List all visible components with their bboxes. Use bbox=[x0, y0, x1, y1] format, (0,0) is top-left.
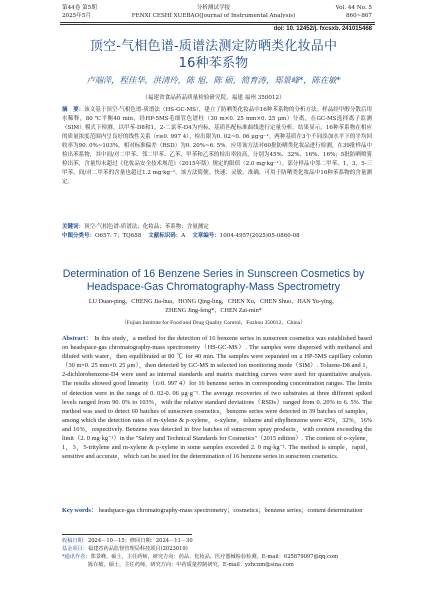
keywords-zh-label: 关键词： bbox=[62, 224, 85, 230]
footnote-rule bbox=[62, 534, 192, 535]
title-en-line1: Determination of 16 Benzene Series in Sunscreen Cosmetics by bbox=[62, 268, 365, 280]
classification-line bbox=[62, 232, 372, 241]
keywords-en-label: Key words： bbox=[62, 507, 98, 514]
keywords-en-text: headspace-gas chromatography-mass spectrometry；cosmetics；benzene series；content determination bbox=[98, 507, 363, 514]
keywords-en bbox=[62, 506, 372, 515]
clc-label: 中图分类号： bbox=[62, 233, 96, 239]
fund-value: 福建省药品监督管理局科技项目(2023019) bbox=[87, 546, 188, 552]
title-en bbox=[0, 268, 427, 294]
keywords-zh bbox=[62, 223, 372, 232]
keywords-zh-text: 顶空-气相色谱-质谱法；化妆品；苯系物；含量测定 bbox=[84, 224, 209, 230]
title-zh bbox=[0, 38, 427, 72]
journal-name-en: FENXI CESHI XUEBAO(Journal of Instrumental Analysis) bbox=[131, 13, 296, 19]
received-value: 2024－10－15；修回日期：2024－11－30 bbox=[87, 538, 193, 544]
title-zh-line2: 16种苯系物 bbox=[178, 56, 249, 71]
abstract-en bbox=[62, 334, 372, 461]
abstract-en-text: In this study，a method for the detection of 16 benzene series in sunscreen cosmetics was established based on headspace-gas chromatography-mass spectrometry（HS-GC-MS）. The samples were dispersed with methanol and diluted with water，then equilibrated at 80 ℃ for 40 min. The samples were separated on a HP-5MS capillary column（30 m×0. 25 mm×0. 25 μm），then detected by GC-MS in selected ion monitoring mode（SIM）. Toluene-D8 and 1，2-dichlorobenzene-D4 were used as internal standards and matrix matching curves were used for quantitative analysis. The results showed good linearity（r≥0. 997 4）for 16 benzene series in corresponding concentration ranges. The limits of detection were in the range of 0. 02-0. 06 μg·g⁻¹. The average recoveries of two substrates at three different spiked levels ranged from 90. 0% to 103%，with the relative standard deviations（RSDs）ranged from 0. 20% to 6. 5%. The method was used to detect 60 batches of sunscreen cosmetics，benzene series were detected in 39 batches of samples，among which the detection rates of m-xylene & p-xylene，o-xylene，toluene and ethylbenzene were 45%，32%，16% and 16%，respectively. Benzene was detected in five batches of sunscreen spray products，with content exceeding the limit（2. 0 mg·kg⁻¹）in the "Safety and Technical Standards for Cosmetics"（2015 edition）. The content of o-xylene，1，3，5-tritylene and m-xylene & p-xylene in some samples exceeded 2. 0 mg·kg⁻¹. The method is simple，rapid，sensitive and accurate，which can be used for the determination of 16 benzene series in sunscreen cosmetics. bbox=[62, 335, 372, 461]
footnote-fund bbox=[62, 545, 372, 553]
footnote bbox=[62, 537, 372, 569]
header-rule-thin bbox=[60, 24, 375, 25]
header-right bbox=[336, 4, 372, 20]
volume-issue-zh: 第44卷 第5期 bbox=[62, 5, 97, 11]
footnote-author2 bbox=[62, 561, 372, 569]
title-en-line2: Headspace-Gas Chromatography-Mass Spectrometry bbox=[86, 281, 341, 293]
corresponding-author1: 郑景峰，硕士，主任药师，研究方向：药品、化妆品、医疗器械检验检测，E-mail：625879097@qq.com bbox=[90, 554, 339, 560]
footnote-received bbox=[62, 537, 372, 545]
affiliation-zh: （福建省食品药品质量检验研究院，福建 福州 350012） bbox=[142, 95, 285, 101]
doc-code-label: 文献标识码： bbox=[148, 233, 182, 239]
page-range: 860~867 bbox=[345, 13, 372, 19]
journal-name-zh: 分析测试学报 bbox=[196, 5, 231, 11]
abstract-zh-label: 摘 要： bbox=[62, 107, 85, 113]
doi[interactable]: doi: 10. 12452/j. fxcsxb. 241015468 bbox=[273, 26, 372, 32]
authors-en-line1: LU Duan-ping，CHENG Jia-hua，HONG Qing-ling，CHEN Xu，CHEN Shuo，JIAN Yu-ying， bbox=[88, 298, 339, 305]
affiliation-en: （Fujian Institute for Food and Drug Quality Control，Fuzhou 350012，China） bbox=[121, 320, 306, 326]
date-zh: 2025年5月 bbox=[62, 13, 91, 19]
authors-zh: 卢端萍，程佳华，洪清玲，陈 旭，陈 硕，简育涛，郑景峰*，陈在敏* bbox=[86, 75, 341, 85]
clc-value: O657. 7；TQ658 bbox=[95, 233, 142, 239]
header-rule bbox=[60, 22, 375, 23]
meta-zh bbox=[62, 223, 372, 241]
authors-en bbox=[40, 298, 387, 315]
fund-label: 基金项目： bbox=[62, 546, 88, 552]
received-label: 收稿日期： bbox=[62, 538, 88, 544]
abstract-zh bbox=[62, 106, 372, 187]
article-no-label: 文章编号： bbox=[192, 233, 220, 239]
footnote-author1 bbox=[62, 553, 372, 561]
abstract-zh-text: 该文基于顶空-气相色谱-质谱法（HS-GC-MS），建立了防晒类化妆品中16种苯系物的分析方法。样品经甲醇分散后用水稀释，80 ℃平衡40 min，经HP-5MS毛细管色谱柱（30 m×0. 25 mm×0. 25 μm）分离，在GC-MS选择离子监测（SIM）模式下检测。以甲苯-D8和1，2-二氯苯-D4为内标，基质匹配标准曲线进行定量分析。结果显示，16种苯系物在相应的质量浓度范围内呈良好的线性关系（r≥0. 997 4），检出限为0. 02~0. 06 μg·g⁻¹。两种基质在3个不同添加水平下的平均回收率为90. 0%~103%，相对标准偏差（RSD）为0. 20%~6. 5%。应用该方法对60批防晒类化妆品进行检测，在39批样品中检出苯系物，其中间/对二甲苯、邻二甲苯、乙苯、甲苯和乙苯的检出率较高，分别为45%、32%、16%、16%；5批防晒喷雾检出苯，含量均未超过《化妆品安全技术规范》（2015年版）规定的限值（2.0 mg·kg⁻¹）。部分样品中邻二甲苯、1，3，5-三甲苯、间/对二甲苯的含量也超过1.2 mg·kg⁻¹。该方法简便、快速、灵敏、准确，可用于防晒类化妆品中16种苯系物的含量测定。 bbox=[62, 107, 372, 185]
abstract-en-label: Abstract： bbox=[62, 335, 93, 342]
corresponding-author2: 陈在敏，硕士，主任药师，研究方向：中药质量控制研究，E-mail：yzhcnm@sina.com bbox=[88, 562, 294, 568]
title-zh-line1: 顶空-气相色谱-质谱法测定防晒类化妆品中 bbox=[89, 39, 338, 54]
article-no-value: 1004-4957(2025)05-0860-08 bbox=[219, 233, 300, 239]
volume-issue-en: Vol. 44 No. 5 bbox=[335, 5, 372, 11]
doc-code-value: A bbox=[181, 233, 186, 239]
authors-en-line2: ZHENG Jing-feng*，CHEN Zai-min* bbox=[165, 306, 262, 314]
corresponding-label: *通讯作者： bbox=[62, 554, 91, 560]
